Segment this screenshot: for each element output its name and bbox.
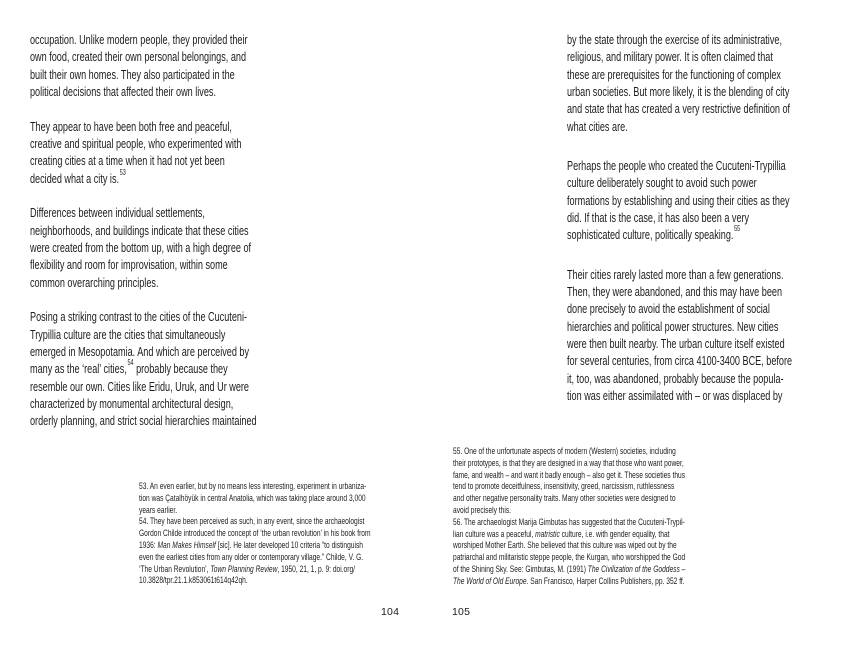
text-line: political decisions that affected their own lives. bbox=[30, 83, 216, 99]
text-line: it, too, was abandoned, probably because the popula- bbox=[567, 370, 784, 386]
text-line: Differences between individual settlements, bbox=[30, 205, 205, 221]
text-line: Then, they were abandoned, and this may have been bbox=[567, 283, 783, 299]
text-line: Their cities rarely lasted more than a few generations. bbox=[567, 266, 784, 282]
text-line: by the state through the exercise of its administrative, bbox=[567, 32, 782, 47]
body-paragraph bbox=[30, 118, 257, 187]
page-number-right: 105 bbox=[452, 606, 471, 618]
text-line: hierarchies and political power structures. New cities bbox=[567, 318, 779, 334]
text-line: and other negative personality traits. Many other societies were designed to bbox=[453, 493, 676, 505]
right-body-column bbox=[567, 31, 792, 404]
text-line: 56. The archaeologist Marija Gimbutas has suggested that the Cucuteni-Trypil- bbox=[453, 516, 685, 528]
text-line: Gordon Childe introduced the concept of ‘the urban revolution’ in his book from bbox=[139, 528, 371, 540]
text-line: 1936: Man Makes Himself [sic]. He later developed 10 criteria “to distinguish bbox=[139, 539, 364, 551]
text-line: 54. They have been perceived as such, in any event, since the archaeologist bbox=[139, 516, 365, 528]
left-footnotes bbox=[139, 481, 371, 587]
left-body-column bbox=[30, 31, 257, 430]
text-line: tion was either assimilated with – or was displaced by bbox=[567, 387, 783, 403]
text-line: avoid precisely this. bbox=[453, 504, 512, 516]
text-line: flexibility and room for improvisation, within some bbox=[30, 257, 228, 273]
text-line: years earlier. bbox=[139, 504, 178, 516]
text-line: of the Shining Sky. See: Gimbutas, M. (1991) The Civilization of the Goddess – bbox=[453, 563, 686, 575]
text-line: these are prerequisites for the functioning of complex bbox=[567, 66, 781, 82]
text-line: for several centuries, from circa 4100-3400 BCE, before bbox=[567, 353, 793, 369]
text-line: culture deliberately sought to avoid such power bbox=[567, 175, 757, 191]
text-line: Perhaps the people who created the Cucuteni-Trypillia bbox=[567, 157, 786, 173]
text-line: did. If that is the case, it has also been a very bbox=[567, 209, 750, 225]
page-number-left: 104 bbox=[381, 606, 400, 618]
text-line: common overarching principles. bbox=[30, 274, 159, 290]
text-line: urban societies. But more likely, it is the blending of city bbox=[567, 83, 790, 99]
text-line: worshiped Mother Earth. She believed that this culture was wiped out by the bbox=[453, 540, 677, 552]
text-line: built their own homes. They also participated in the bbox=[30, 66, 235, 82]
text-line: decided what a city is.$^{53}$ bbox=[30, 167, 126, 186]
text-line: done precisely to avoid the establishment of social bbox=[567, 301, 770, 317]
text-line: what cities are. bbox=[567, 118, 628, 134]
text-line: tend to promote deceitfulness, insensitivity, greed, narcissism, ruthlessness bbox=[453, 481, 675, 493]
text-line: occupation. Unlike modern people, they provided their bbox=[30, 32, 248, 47]
body-paragraph bbox=[30, 31, 257, 100]
text-line: lian culture was a peaceful, matristic culture, i.e. with gender equality, that bbox=[453, 528, 670, 540]
text-line: religious, and military power. It is often claimed that bbox=[567, 49, 773, 65]
text-line: sophisticated culture, politically speaking.$^{55}$ bbox=[567, 224, 741, 243]
text-line: The World of Old Europe. San Francisco, Harper Collins Publishers, pp. 352 ff. bbox=[453, 575, 685, 587]
body-paragraph bbox=[30, 204, 257, 291]
text-line: own food, created their own personal belongings, and bbox=[30, 49, 247, 65]
body-paragraph bbox=[567, 266, 792, 405]
body-paragraph bbox=[567, 157, 792, 244]
right-footnotes bbox=[453, 446, 685, 588]
text-line: ‘The Urban Revolution’, Town Planning Review, 1950, 21, 1, p. 9: doi.org/ bbox=[139, 563, 356, 575]
body-paragraph bbox=[567, 31, 792, 135]
text-line: even the earliest cities from any older or contemporary village.” Childe, V. G. bbox=[139, 551, 364, 563]
text-line: They appear to have been both free and peaceful, bbox=[30, 118, 232, 134]
text-line: and state that has created a very restrictive definition of bbox=[567, 101, 791, 117]
text-line: Posing a striking contrast to the cities of the Cucuteni- bbox=[30, 309, 247, 325]
text-line: 55. One of the unfortunate aspects of modern (Western) societies, including bbox=[453, 446, 676, 457]
text-line: fame, and wealth – and want it badly enough – also get it. These societies thus bbox=[453, 469, 686, 481]
text-line: characterized by monumental architectural design, bbox=[30, 395, 234, 411]
text-line: tion was Çatalhöyük in central Anatolia, which was taking place around 3,000 bbox=[139, 492, 366, 504]
body-paragraph bbox=[30, 308, 257, 429]
text-line: emerged in Mesopotamia. And which are perceived by bbox=[30, 343, 250, 359]
text-line: neighborhoods, and buildings indicate that these cities bbox=[30, 222, 249, 238]
text-line: many as the ‘real’ cities,$^{54}$ probably because they bbox=[30, 358, 228, 377]
text-line: their prototypes, is that they are designed in a way that those who want power, bbox=[453, 457, 684, 469]
text-line: Trypillia culture are the cities that simultaneously bbox=[30, 326, 226, 342]
text-line: resemble our own. Cities like Eridu, Uruk, and Ur were bbox=[30, 378, 249, 394]
text-line: creative and spiritual people, who experimented with bbox=[30, 135, 242, 151]
text-line: orderly planning, and strict social hierarchies maintained bbox=[30, 413, 257, 429]
text-line: 10.3828/tpr.21.1.k853061t614q42qh. bbox=[139, 575, 248, 587]
text-line: patriarchal and militaristic steppe people, the Kurgan, who worshipped the God bbox=[453, 552, 686, 564]
text-line: were then built nearby. The urban culture itself existed bbox=[567, 335, 785, 351]
text-line: formations by establishing and using their cities as they bbox=[567, 192, 790, 208]
text-line: 53. An even earlier, but by no means less interesting, experiment in urbaniza- bbox=[139, 481, 367, 492]
text-line: were created from the bottom up, with a high degree of bbox=[30, 239, 252, 255]
text-line: creating cities at a time when it had not yet been bbox=[30, 153, 225, 169]
